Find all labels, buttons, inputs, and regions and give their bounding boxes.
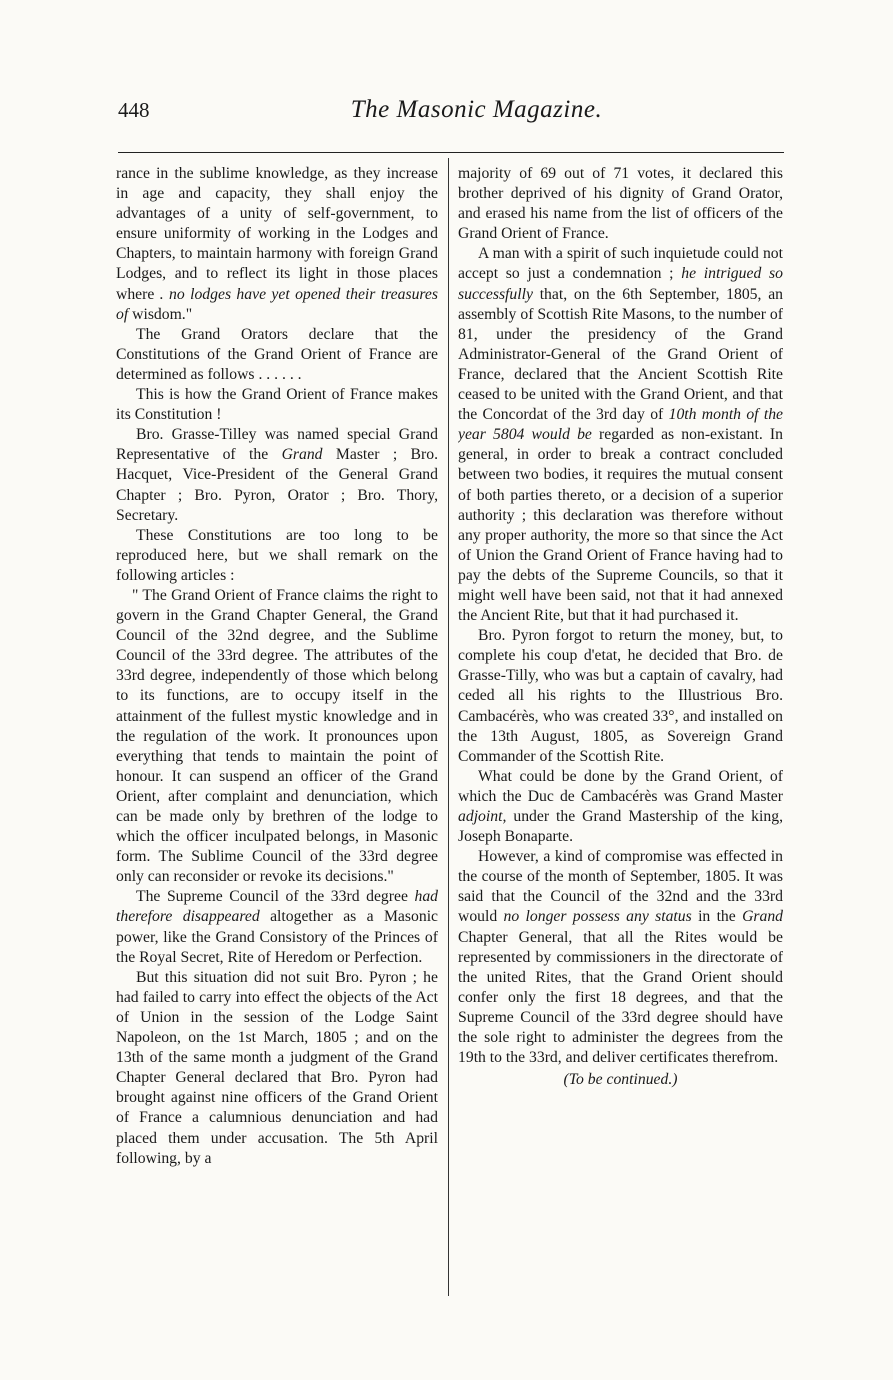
paragraph: rance in the sublime knowledge, as they increase in age and capacity, they shall enjoy the advantages of a unity of self-government, to ensure uniformity of working in the Lodges and Chapters, to maintain harmony with foreign Grand Lodges, and to reflect its light in those places where . no lodges have yet opened their treasures of wisdom." <box>116 165 438 323</box>
paragraph: Bro. Grasse-Tilley was named special Grand Representative of the Grand Master ; Bro. Hacquet, Vice-President of the General Grand Chapter ; Bro. Pyron, Orator ; Bro. Thory, Secretary. <box>116 426 438 524</box>
paragraph: What could be done by the Grand Orient, of which the Duc de Cambacérès was Grand Master adjoint, under the Grand Mastership of the king, Joseph Bonaparte. <box>458 767 783 846</box>
paragraph: The Supreme Council of the 33rd degree had therefore disappeared altogether as a Masonic power, like the Grand Consistory of the Princes of the Royal Secret, Rite of Heredom or Perfection. <box>116 888 438 966</box>
paragraph: This is how the Grand Orient of France makes its Constitution ! <box>116 386 438 424</box>
paragraph: But this situation did not suit Bro. Pyron ; he had failed to carry into effect the objects of the Act of Union in the session of the Lodge Saint Napoleon, on the 1st March, 1805 ; and on the 13th of the same month a judgment of the Grand Chapter General declared that Bro. Pyron had brought against nine officers of the Grand Orient of France a calumnious denunciation and had placed them under accusation. The 5th April following, by a <box>116 968 438 1167</box>
page-header <box>0 98 893 138</box>
to-be-continued: (To be continued.) <box>563 1071 678 1089</box>
header-rule <box>118 152 784 153</box>
column-divider <box>448 158 449 1296</box>
paragraph: Bro. Pyron forgot to return the money, but, to complete his coup d'etat, he decided that Bro. de Grasse-Tilly, who was but a captain of cavalry, had ceded all his rights to the Illustrious Bro. Cambacérès, who was created 33°, and installed on the 13th August, 1805, as Sovereign Grand Commander of the Scottish Rite. <box>458 627 783 765</box>
left-column <box>116 164 438 1289</box>
quoted-articles: " The Grand Orient of France claims the right to govern in the Grand Chapter General, the Grand Council of the 32nd degree, and the Sublime Council of the 33rd degree. The attributes of the 33rd degree, independently of those which belong to its functions, are to occupy itself in the attainment of the fullest mystic knowledge and in the regulation of the work. It pronounces upon everything that tends to maintain the point of honour. It can suspend an officer of the Grand Orient, after complaint and denunciation, which can be made only by brethren of the lodge to which the officer inculpated belongs, in Masonic form. The Sublime Council of the 33rd degree only can reconsider or revoke its decisions." <box>116 586 438 886</box>
paragraph: majority of 69 out of 71 votes, it declared this brother deprived of his dignity of Grand Orator, and erased his name from the list of officers of the Grand Orient of France. <box>458 165 783 243</box>
paragraph: However, a kind of compromise was effected in the course of the month of September, 1805. It was said that the Council of the 32nd and the 33rd would no longer possess any status in the Grand Chapter General, that all the Rites would be represented by commissioners in the directorate of the united Rites, that the Grand Orient should confer only the first 18 degrees, and that the Supreme Council of the 33rd degree should have the sole right to administer the degrees from the 19th to the 33rd, and deliver certificates therefrom. <box>458 848 783 1067</box>
journal-title: The Masonic Magazine. <box>350 96 603 123</box>
right-column <box>458 164 783 1289</box>
page-number: 448 <box>118 98 150 122</box>
paragraph: These Constitutions are too long to be reproduced here, but we shall remark on the following articles : <box>116 526 438 584</box>
paragraph: The Grand Orators declare that the Constitutions of the Grand Orient of France are determined as follows . . . . . . <box>116 325 438 383</box>
paragraph: A man with a spirit of such inquietude could not accept so just a condemnation ; he intrigued so successfully that, on the 6th September, 1805, an assembly of Scottish Rite Masons, to the number of 81, under the presidency of the Grand Administrator-General of the Grand Orient of France, declared that the Ancient Scottish Rite ceased to be united with the Grand Orient, and that the Concordat of the 3rd day of 10th month of the year 5804 would be regarded as non-existant. In general, in order to break a contract concluded between two bodies, it requires the mutual consent of both parties thereto, or a decision of a superior authority ; this declaration was therefore without any proper authority, the more so that since the Act of Union the Grand Orient of France having had to pay the debts of the Supreme Councils, so that it might well have been said, not that it had annexed the Ancient Rite, but that it had purchased it. <box>458 245 783 625</box>
